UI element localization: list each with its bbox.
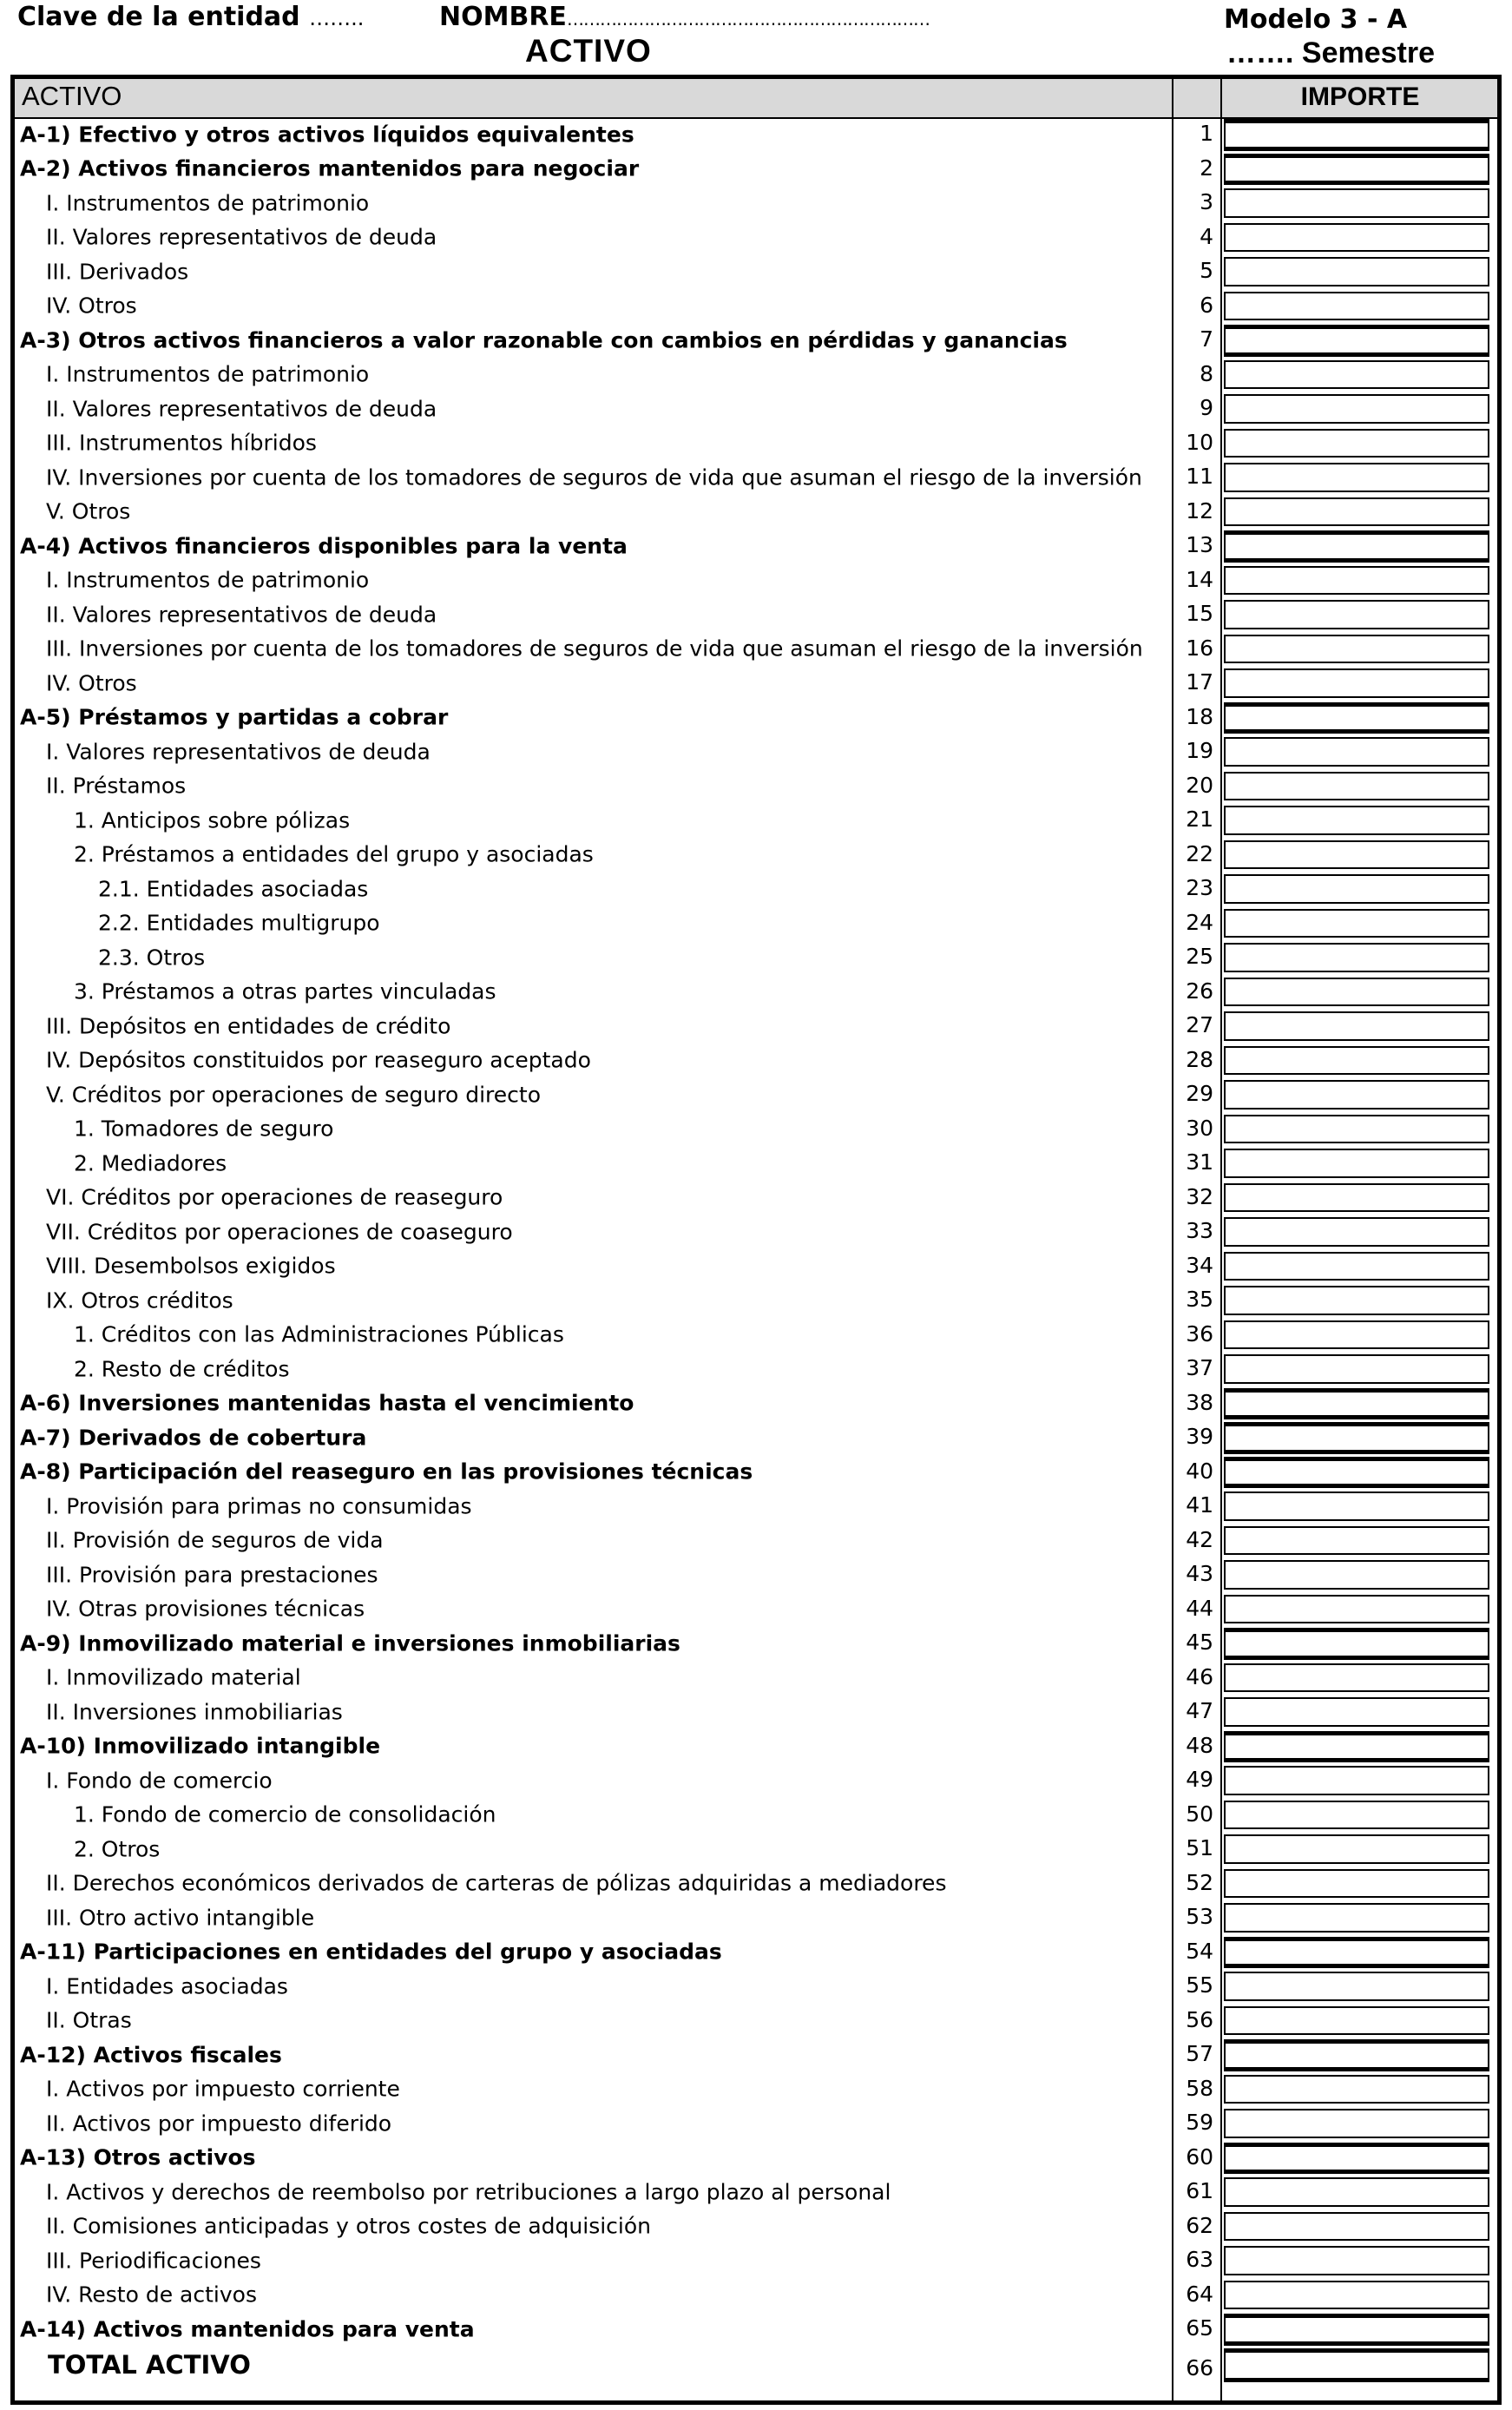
row-number: 54 <box>1186 1938 1213 1964</box>
importe-input[interactable] <box>1224 943 1489 972</box>
table-row <box>15 254 1497 289</box>
table-row <box>15 734 1497 769</box>
row-number: 58 <box>1186 2075 1213 2101</box>
row-number: 63 <box>1186 2247 1213 2272</box>
row-number: 17 <box>1186 669 1213 695</box>
importe-input[interactable] <box>1224 1011 1489 1041</box>
clave-label: Clave de la entidad <box>17 2 300 32</box>
modelo-label: Modelo 3 - A <box>1224 4 1408 35</box>
nombre-field <box>439 2 930 32</box>
row-label: 1. Anticipos sobre pólizas <box>74 807 351 833</box>
row-label: 3. Préstamos a otras partes vinculadas <box>74 978 496 1004</box>
importe-input[interactable] <box>1224 1834 1489 1864</box>
row-label: I. Valores representativos de deuda <box>46 739 431 765</box>
row-label: VI. Créditos por operaciones de reaseguro <box>46 1184 503 1210</box>
row-label: II. Inversiones inmobiliarias <box>46 1699 343 1725</box>
row-label: A-9) Inmovilizado material e inversiones inmobiliarias <box>20 1630 680 1656</box>
importe-input[interactable] <box>1224 1115 1489 1144</box>
row-label: V. Otros <box>46 498 131 524</box>
row-label: III. Inversiones por cuenta de los tomadores de seguros de vida que asuman el riesgo de la inversión <box>46 635 1143 662</box>
row-label: IV. Resto de activos <box>46 2282 257 2308</box>
row-label: III. Depósitos en entidades de crédito <box>46 1013 451 1039</box>
importe-input[interactable] <box>1224 737 1489 767</box>
row-label: I. Activos por impuesto corriente <box>46 2076 400 2102</box>
row-number: 23 <box>1186 875 1213 900</box>
column-header-importe: IMPORTE <box>1300 82 1420 111</box>
importe-input[interactable] <box>1224 2314 1489 2346</box>
row-label: III. Derivados <box>46 259 189 285</box>
row-number: 5 <box>1200 258 1213 283</box>
row-label: 2. Resto de créditos <box>74 1356 290 1382</box>
row-number: 59 <box>1186 2110 1213 2135</box>
row-label: I. Entidades asociadas <box>46 1973 288 1999</box>
row-label: A-11) Participaciones en entidades del grupo y asociadas <box>20 1939 722 1965</box>
row-label: 2. Mediadores <box>74 1150 227 1176</box>
row-number: 19 <box>1186 738 1213 763</box>
importe-input[interactable] <box>1224 394 1489 424</box>
row-number: 31 <box>1186 1149 1213 1175</box>
table-row <box>15 2072 1497 2107</box>
row-number: 15 <box>1186 601 1213 626</box>
importe-input[interactable] <box>1224 566 1489 596</box>
table-row <box>15 1900 1497 1935</box>
row-number: 36 <box>1186 1320 1213 1347</box>
table-row <box>15 2106 1497 2141</box>
row-number: 62 <box>1186 2212 1213 2238</box>
table-row <box>15 1661 1497 1696</box>
row-label: A-4) Activos financieros disponibles para la venta <box>20 533 628 559</box>
importe-input[interactable] <box>1224 1697 1489 1727</box>
row-label: III. Instrumentos híbridos <box>46 430 317 456</box>
row-label: II. Valores representativos de deuda <box>46 396 437 422</box>
row-number: 45 <box>1186 1630 1213 1655</box>
importe-input[interactable] <box>1224 1560 1489 1590</box>
semestre-label: ……. Semestre <box>1226 36 1435 69</box>
importe-input[interactable] <box>1224 840 1489 870</box>
table-row <box>15 1455 1497 1490</box>
table-row <box>15 358 1497 392</box>
row-label: I. Provisión para primas no consumidas <box>46 1493 472 1519</box>
row-number: 43 <box>1186 1561 1213 1586</box>
table-row <box>15 289 1497 324</box>
row-number: 18 <box>1186 703 1213 729</box>
row-label: A-7) Derivados de cobertura <box>20 1425 367 1451</box>
table-row <box>15 1867 1497 1901</box>
row-label: A-10) Inmovilizado intangible <box>20 1733 381 1759</box>
row-label: V. Créditos por operaciones de seguro directo <box>46 1082 541 1108</box>
row-label: II. Activos por impuesto diferido <box>46 2110 392 2137</box>
table-row <box>15 838 1497 872</box>
activo-table <box>10 75 1502 2405</box>
row-number: 57 <box>1186 2041 1213 2066</box>
table-row <box>15 1077 1497 1112</box>
row-number: 50 <box>1186 1801 1213 1827</box>
table-header <box>15 79 1497 119</box>
importe-input[interactable] <box>1224 463 1489 492</box>
table-row <box>15 2141 1497 2176</box>
row-number: 34 <box>1186 1252 1213 1278</box>
importe-input[interactable] <box>1224 1526 1489 1556</box>
importe-input[interactable] <box>1224 1320 1489 1350</box>
table-row <box>15 117 1497 152</box>
importe-input[interactable] <box>1224 119 1489 151</box>
row-label: A-5) Préstamos y partidas a cobrar <box>20 704 449 730</box>
row-number: 24 <box>1186 909 1213 935</box>
row-label: I. Activos y derechos de reembolso por retribuciones a largo plazo al personal <box>46 2179 891 2205</box>
table-row <box>15 906 1497 941</box>
table-row <box>15 460 1497 495</box>
importe-input[interactable] <box>1224 1183 1489 1213</box>
row-label: A-6) Inversiones mantenidas hasta el vencimiento <box>20 1390 634 1416</box>
row-label: IV. Otros <box>46 293 137 319</box>
page-title: ACTIVO <box>525 33 652 69</box>
table-rows <box>15 117 1497 2383</box>
importe-input[interactable] <box>1224 1937 1489 1969</box>
importe-input[interactable] <box>1224 702 1489 734</box>
row-label: II. Valores representativos de deuda <box>46 224 437 250</box>
row-number: 41 <box>1186 1492 1213 1518</box>
row-number: 3 <box>1200 189 1213 214</box>
row-label: A-1) Efectivo y otros activos líquidos equivalentes <box>20 122 634 148</box>
row-number: 14 <box>1186 566 1213 592</box>
row-label: II. Otras <box>46 2007 132 2033</box>
importe-input[interactable] <box>1224 154 1489 186</box>
row-label: A-8) Participación del reaseguro en las provisiones técnicas <box>20 1459 753 1485</box>
table-row <box>15 701 1497 735</box>
importe-input[interactable] <box>1224 223 1489 253</box>
importe-input[interactable] <box>1224 874 1489 904</box>
table-row <box>15 597 1497 632</box>
importe-input[interactable] <box>1224 1663 1489 1693</box>
row-label: I. Fondo de comercio <box>46 1768 273 1794</box>
row-label: VII. Créditos por operaciones de coaseguro <box>46 1219 513 1245</box>
row-number: 44 <box>1186 1595 1213 1621</box>
row-number: 7 <box>1200 326 1213 352</box>
importe-input[interactable] <box>1224 772 1489 801</box>
importe-input[interactable] <box>1224 635 1489 664</box>
row-number: 21 <box>1186 807 1213 832</box>
importe-input[interactable] <box>1224 188 1489 218</box>
importe-input[interactable] <box>1224 2246 1489 2275</box>
row-number: 4 <box>1200 223 1213 249</box>
importe-input[interactable] <box>1224 1217 1489 1247</box>
table-row <box>15 563 1497 598</box>
row-number: 49 <box>1186 1767 1213 1792</box>
clave-dots: …….. <box>309 6 365 30</box>
table-row <box>15 426 1497 461</box>
importe-input[interactable] <box>1224 1422 1489 1454</box>
table-row <box>15 2038 1497 2072</box>
importe-input[interactable] <box>1224 1457 1489 1489</box>
row-label: VIII. Desembolsos exigidos <box>46 1253 336 1279</box>
importe-input[interactable] <box>1224 2281 1489 2310</box>
importe-input[interactable] <box>1224 1491 1489 1521</box>
importe-input[interactable] <box>1224 1628 1489 1660</box>
row-label: 1. Tomadores de seguro <box>74 1116 334 1142</box>
importe-input[interactable] <box>1224 2039 1489 2071</box>
table-row <box>15 1146 1497 1181</box>
row-label: 2.2. Entidades multigrupo <box>98 910 380 936</box>
row-number: 46 <box>1186 1663 1213 1689</box>
row-number: 35 <box>1186 1287 1213 1312</box>
table-row <box>15 1181 1497 1215</box>
nombre-label: NOMBRE <box>439 2 567 32</box>
row-number: 48 <box>1186 1732 1213 1758</box>
row-label: 2. Préstamos a entidades del grupo y asociadas <box>74 841 594 867</box>
row-number: 11 <box>1186 464 1213 489</box>
table-row <box>15 940 1497 975</box>
row-number: 64 <box>1186 2281 1213 2307</box>
table-row <box>15 1420 1497 1455</box>
row-number: 32 <box>1186 1183 1213 1209</box>
row-label: I. Instrumentos de patrimonio <box>46 567 370 593</box>
importe-input[interactable] <box>1224 2177 1489 2207</box>
importe-input[interactable] <box>1224 497 1489 527</box>
table-row <box>15 1592 1497 1627</box>
row-label: III. Otro activo intangible <box>46 1905 315 1931</box>
importe-input[interactable] <box>1224 360 1489 390</box>
table-row <box>15 1935 1497 1970</box>
table-row <box>15 221 1497 255</box>
row-number: 65 <box>1186 2315 1213 2341</box>
table-row <box>15 323 1497 358</box>
row-label: IV. Otras provisiones técnicas <box>46 1596 365 1622</box>
importe-input[interactable] <box>1224 2006 1489 2036</box>
importe-input[interactable] <box>1224 2348 1489 2382</box>
row-number: 1 <box>1200 121 1213 146</box>
row-number: 9 <box>1200 395 1213 420</box>
table-row <box>15 1763 1497 1798</box>
row-number: 12 <box>1186 497 1213 523</box>
row-label: II. Préstamos <box>46 773 187 799</box>
table-row <box>15 1626 1497 1661</box>
row-number: 61 <box>1186 2178 1213 2203</box>
row-label: 2.3. Otros <box>98 945 206 971</box>
row-number: 27 <box>1186 1012 1213 1037</box>
importe-input[interactable] <box>1224 1080 1489 1110</box>
importe-input[interactable] <box>1224 429 1489 458</box>
row-label: A-3) Otros activos financieros a valor razonable con cambios en pérdidas y ganancias <box>20 327 1068 353</box>
row-number: 26 <box>1186 978 1213 1004</box>
table-row <box>15 1009 1497 1044</box>
table-row <box>15 1969 1497 2004</box>
table-row <box>15 1386 1497 1421</box>
importe-input[interactable] <box>1224 1149 1489 1178</box>
importe-input[interactable] <box>1224 1731 1489 1763</box>
importe-input[interactable] <box>1224 2109 1489 2138</box>
row-number: 30 <box>1186 1115 1213 1141</box>
table-row <box>15 1283 1497 1318</box>
row-label: 1. Fondo de comercio de consolidación <box>74 1801 496 1827</box>
table-row <box>15 1729 1497 1764</box>
importe-input[interactable] <box>1224 909 1489 938</box>
table-row <box>15 1489 1497 1524</box>
table-row <box>15 1112 1497 1147</box>
row-number: 56 <box>1186 2006 1213 2032</box>
column-divider <box>1172 79 1173 2400</box>
column-divider <box>1220 79 1222 2400</box>
table-row <box>15 666 1497 701</box>
row-label: A-13) Otros activos <box>20 2144 256 2170</box>
importe-input[interactable] <box>1224 668 1489 698</box>
row-label: 1. Créditos con las Administraciones Públicas <box>74 1321 564 1347</box>
row-label: II. Comisiones anticipadas y otros costes de adquisición <box>46 2213 652 2239</box>
row-label: IV. Otros <box>46 670 137 696</box>
table-row <box>15 2278 1497 2313</box>
table-row <box>15 1524 1497 1558</box>
nombre-dots: ………………………………………………………… <box>566 9 930 30</box>
row-number: 28 <box>1186 1046 1213 1072</box>
importe-input[interactable] <box>1224 600 1489 629</box>
row-number: 51 <box>1186 1835 1213 1860</box>
importe-input[interactable] <box>1224 530 1489 563</box>
table-row <box>15 186 1497 221</box>
importe-input[interactable] <box>1224 1286 1489 1315</box>
row-number: 53 <box>1186 1904 1213 1929</box>
table-row <box>15 1318 1497 1353</box>
row-number: 29 <box>1186 1081 1213 1106</box>
row-number: 38 <box>1186 1389 1213 1415</box>
row-label: I. Instrumentos de patrimonio <box>46 190 370 216</box>
importe-input[interactable] <box>1224 978 1489 1007</box>
importe-input[interactable] <box>1224 1354 1489 1384</box>
row-label: I. Inmovilizado material <box>46 1664 301 1690</box>
table-row <box>15 152 1497 187</box>
row-number: 10 <box>1186 429 1213 455</box>
table-row <box>15 1352 1497 1386</box>
table-row <box>15 2347 1497 2383</box>
row-label: IV. Depósitos constituidos por reaseguro aceptado <box>46 1047 591 1073</box>
importe-input[interactable] <box>1224 1388 1489 1420</box>
importe-input[interactable] <box>1224 325 1489 357</box>
row-number: 37 <box>1186 1355 1213 1380</box>
table-row <box>15 2004 1497 2038</box>
row-number: 40 <box>1186 1458 1213 1484</box>
row-number: 25 <box>1186 944 1213 969</box>
table-row <box>15 1249 1497 1284</box>
table-row <box>15 392 1497 426</box>
row-number: 55 <box>1186 1972 1213 1998</box>
table-row <box>15 495 1497 530</box>
importe-input[interactable] <box>1224 1801 1489 1830</box>
row-label: A-12) Activos fiscales <box>20 2042 282 2068</box>
row-number: 47 <box>1186 1698 1213 1723</box>
row-label: 2.1. Entidades asociadas <box>98 876 369 902</box>
row-number: 22 <box>1186 840 1213 866</box>
table-row <box>15 1832 1497 1867</box>
table-row <box>15 2312 1497 2347</box>
importe-input[interactable] <box>1224 1903 1489 1933</box>
table-row <box>15 632 1497 667</box>
table-row <box>15 1215 1497 1249</box>
row-label: II. Provisión de seguros de vida <box>46 1527 384 1553</box>
row-number: 2 <box>1200 155 1213 181</box>
importe-input[interactable] <box>1224 1595 1489 1624</box>
importe-input[interactable] <box>1224 1046 1489 1076</box>
clave-entidad <box>17 2 364 32</box>
row-number: 20 <box>1186 772 1213 798</box>
table-row <box>15 1044 1497 1078</box>
row-number: 52 <box>1186 1869 1213 1895</box>
importe-input[interactable] <box>1224 1766 1489 1795</box>
row-number: 16 <box>1186 635 1213 661</box>
row-label: A-14) Activos mantenidos para venta <box>20 2316 475 2342</box>
importe-input[interactable] <box>1224 1869 1489 1899</box>
row-label: III. Periodificaciones <box>46 2248 261 2274</box>
row-label: IX. Otros créditos <box>46 1287 233 1314</box>
row-label: II. Derechos económicos derivados de carteras de pólizas adquiridas a mediadores <box>46 1870 947 1896</box>
row-number: 8 <box>1200 360 1213 386</box>
row-label: 2. Otros <box>74 1836 161 1862</box>
row-label: IV. Inversiones por cuenta de los tomadores de seguros de vida que asuman el riesgo de la inversión <box>46 464 1142 491</box>
row-label: II. Valores representativos de deuda <box>46 602 437 628</box>
row-number: 13 <box>1186 532 1213 557</box>
importe-input[interactable] <box>1224 2143 1489 2175</box>
table-row <box>15 769 1497 804</box>
table-row <box>15 1798 1497 1833</box>
row-number: 60 <box>1186 2143 1213 2170</box>
column-header-activo: ACTIVO <box>22 81 122 111</box>
row-number: 33 <box>1186 1218 1213 1243</box>
row-label: III. Provisión para prestaciones <box>46 1562 378 1588</box>
importe-input[interactable] <box>1224 292 1489 321</box>
table-row <box>15 803 1497 838</box>
table-row <box>15 2209 1497 2244</box>
table-row <box>15 2243 1497 2278</box>
row-number: 6 <box>1200 292 1213 318</box>
row-label: I. Instrumentos de patrimonio <box>46 361 370 387</box>
table-row <box>15 529 1497 563</box>
importe-input[interactable] <box>1224 257 1489 286</box>
importe-input[interactable] <box>1224 806 1489 835</box>
row-number: 66 <box>1186 2354 1213 2380</box>
row-label: TOTAL ACTIVO <box>48 2349 251 2380</box>
row-number: 42 <box>1186 1526 1213 1552</box>
table-row <box>15 975 1497 1010</box>
importe-input[interactable] <box>1224 2075 1489 2104</box>
table-row <box>15 872 1497 906</box>
importe-input[interactable] <box>1224 2212 1489 2242</box>
row-label: A-2) Activos financieros mantenidos para negociar <box>20 155 640 181</box>
row-number: 39 <box>1186 1424 1213 1449</box>
importe-input[interactable] <box>1224 1972 1489 2001</box>
table-row <box>15 2175 1497 2209</box>
importe-input[interactable] <box>1224 1252 1489 1281</box>
table-row <box>15 1557 1497 1592</box>
table-row <box>15 1695 1497 1729</box>
